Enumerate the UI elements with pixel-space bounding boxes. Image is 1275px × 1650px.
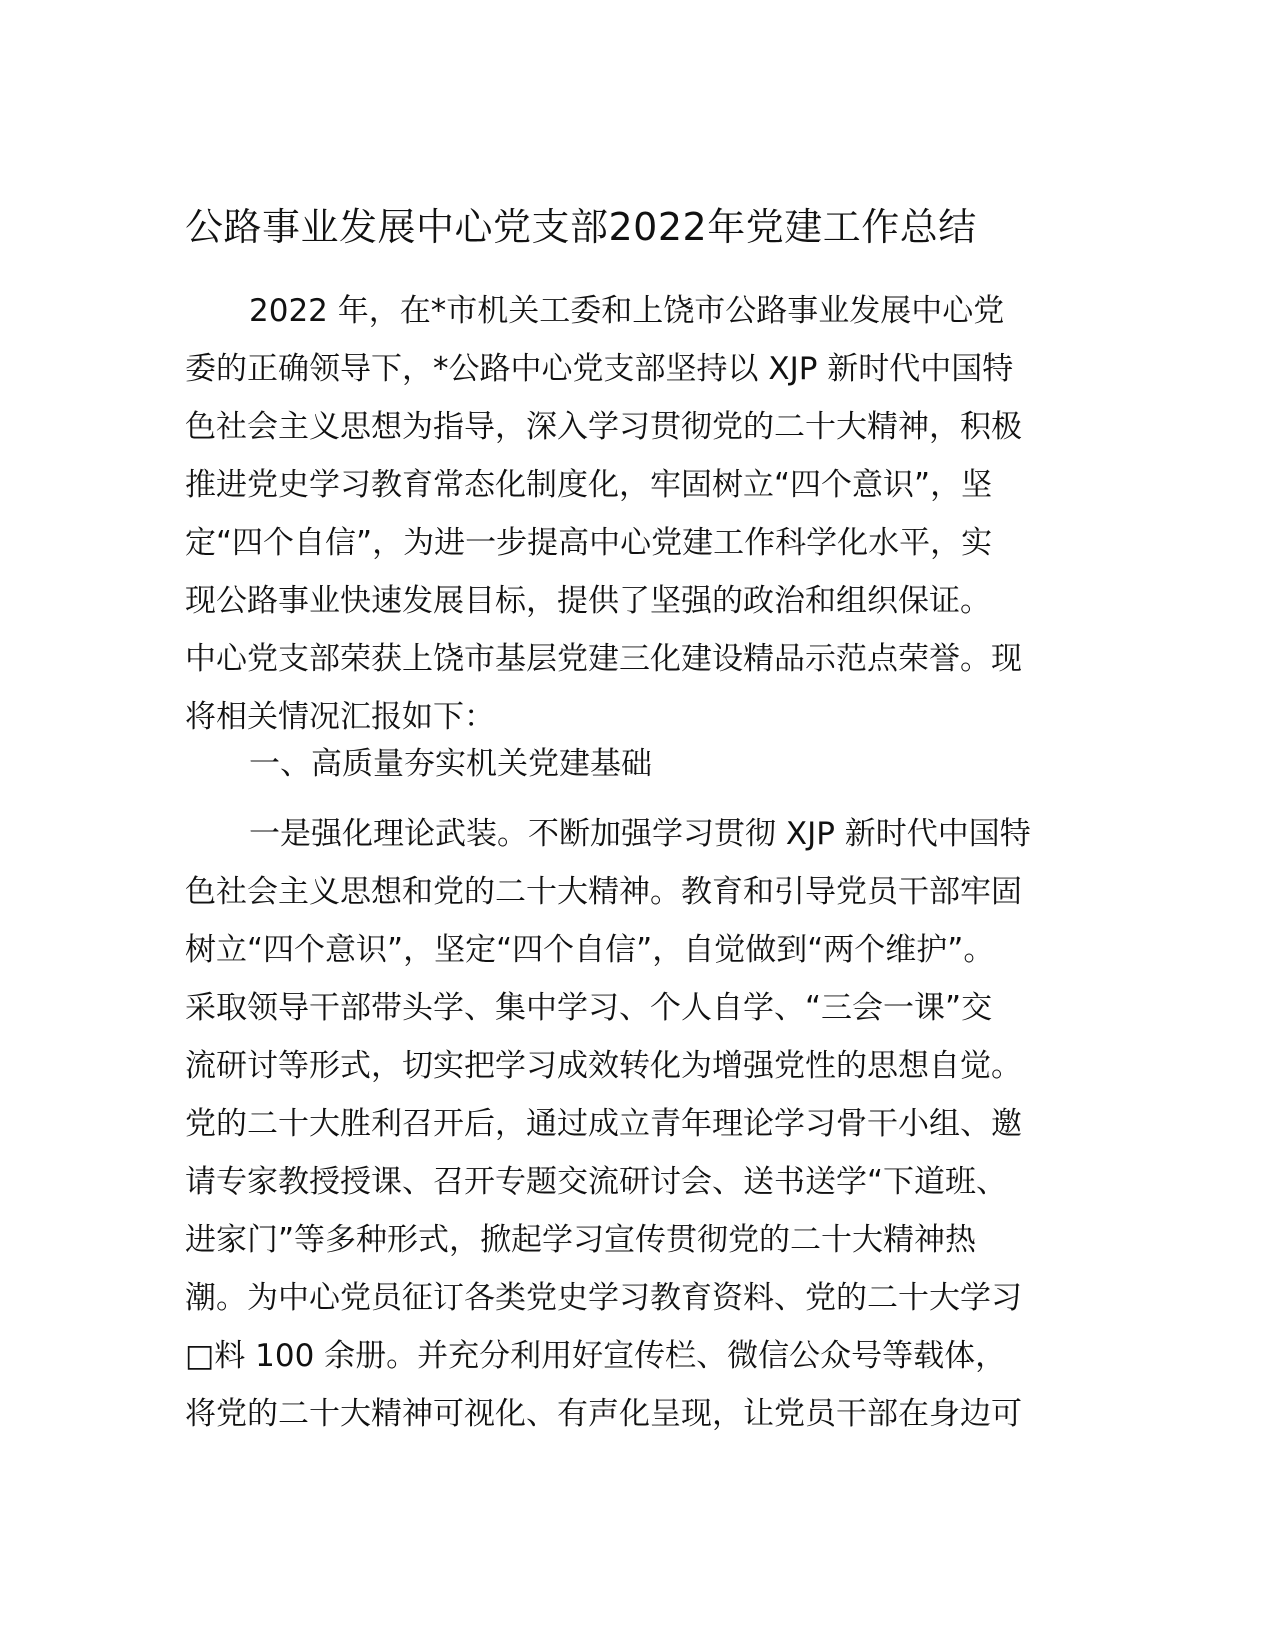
paragraph-line: 潮。为中心党员征订各类党史学习教育资料、党的二十大学习 bbox=[185, 1280, 1022, 1316]
paragraph-line: 中心党支部荣获上饶市基层党建三化建设精品示范点荣誉。现 bbox=[185, 641, 1022, 677]
section-heading: 一、高质量夯实机关党建基础 bbox=[249, 746, 652, 782]
paragraph-line: □料 100 余册。并充分利用好宣传栏、微信公众号等载体， bbox=[185, 1338, 1007, 1374]
paragraph-line: 将党的二十大精神可视化、有声化呈现，让党员干部在身边可 bbox=[185, 1396, 1022, 1432]
paragraph-line: 推进党史学习教育常态化制度化，牢固树立“四个意识”，坚 bbox=[185, 467, 993, 503]
paragraph-line: 一是强化理论武装。不断加强学习贯彻 XJP 新时代中国特 bbox=[249, 816, 1031, 852]
paragraph-line: 色社会主义思想为指导，深入学习贯彻党的二十大精神，积极 bbox=[185, 409, 1022, 445]
paragraph-line: 党的二十大胜利召开后，通过成立青年理论学习骨干小组、邀 bbox=[185, 1106, 1022, 1142]
section-heading-block bbox=[185, 735, 1065, 793]
paragraph-line: 采取领导干部带头学、集中学习、个人自学、“三会一课”交 bbox=[185, 990, 993, 1026]
paragraph-line: 请专家教授授课、召开专题交流研讨会、送书送学“下道班、 bbox=[185, 1164, 1008, 1200]
intro-paragraph bbox=[185, 282, 1065, 746]
paragraph-line: 委的正确领导下，*公路中心党支部坚持以 XJP 新时代中国特 bbox=[185, 351, 1014, 387]
section-paragraph bbox=[185, 805, 1065, 1443]
paragraph-line: 色社会主义思想和党的二十大精神。教育和引导党员干部牢固 bbox=[185, 874, 1022, 910]
paragraph-line: 树立“四个意识”，坚定“四个自信”，自觉做到“两个维护”。 bbox=[185, 932, 995, 968]
document-title: 公路事业发展中心党支部2022年党建工作总结 bbox=[185, 205, 977, 249]
paragraph-line: 流研讨等形式，切实把学习成效转化为增强党性的思想自觉。 bbox=[185, 1048, 1022, 1084]
paragraph-line: 定“四个自信”，为进一步提高中心党建工作科学化水平，实 bbox=[185, 525, 993, 561]
paragraph-line: 2022 年，在*市机关工委和上饶市公路事业发展中心党 bbox=[249, 293, 1005, 329]
paragraph-line: 将相关情况汇报如下： bbox=[185, 699, 495, 735]
paragraph-line: 进家门”等多种形式，掀起学习宣传贯彻党的二十大精神热 bbox=[185, 1222, 977, 1258]
paragraph-line: 现公路事业快速发展目标，提供了坚强的政治和组织保证。 bbox=[185, 583, 991, 619]
